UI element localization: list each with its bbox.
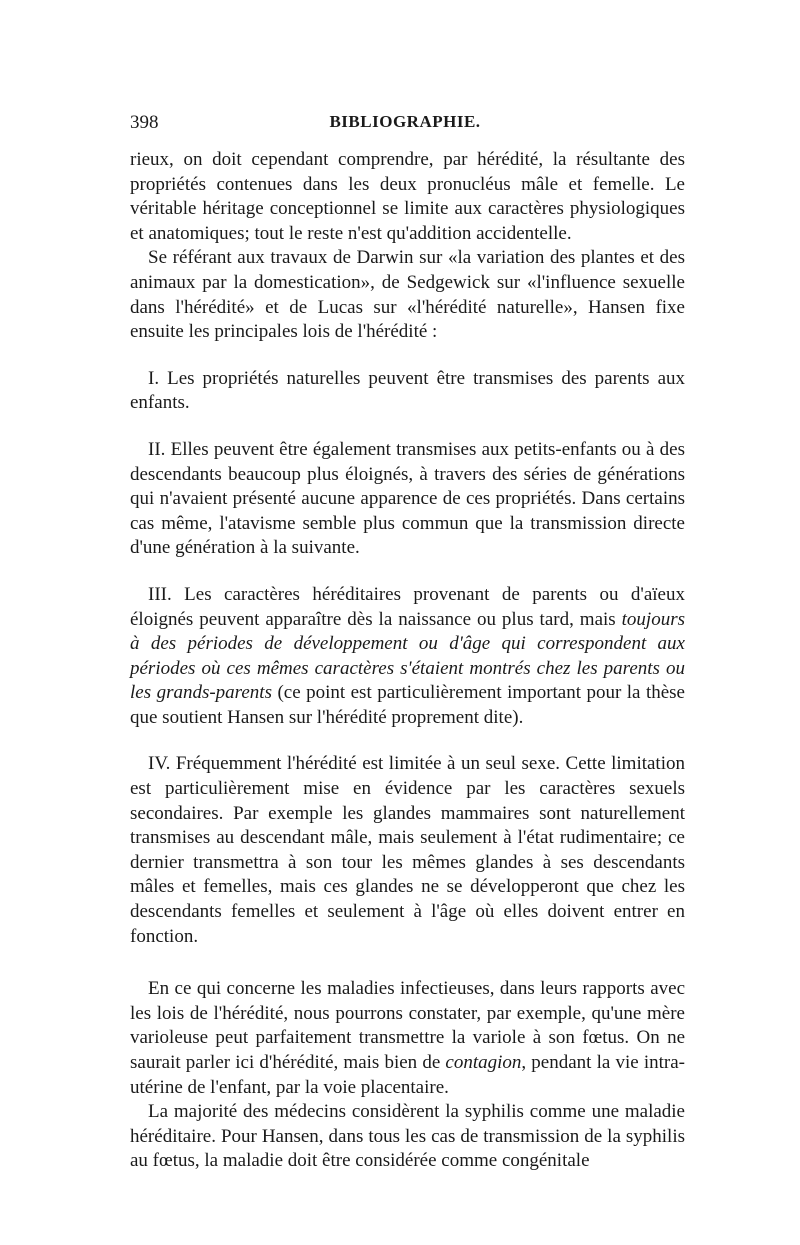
law-3	[130, 583, 685, 731]
page-number: 398	[130, 112, 159, 133]
p7-start: En ce qui concerne les maladies infectieuses, dans leurs rapports avec les lois de l'hérédité, nous pourrons constater, par exemple, qu'une mère varioleuse peut parfaitement transmettre la variole à son fœtus. On ne saurait parler ici d'hérédité, mais bien de	[130, 978, 685, 1073]
law-3-start: III. Les caractères héréditaires provenant de parents ou d'aïeux éloignés peuvent apparaître dès la naissance ou plus tard, mais	[130, 583, 685, 630]
paragraph-infectious	[130, 977, 685, 1100]
paragraph-continued: rieux, on doit cependant comprendre, par hérédité, la résultante des propriétés contenues dans les deux pronucléus mâle et femelle. Le véritable héritage conceptionnel se limite aux caractères physiologiques et anatomiques; tout le reste n'est qu'addition accidentelle.	[130, 149, 685, 244]
law-4: IV. Fréquemment l'hérédité est limitée à un seul sexe. Cette limitation est particulièrement mise en évidence par les caractères sexuels secondaires. Par exemple les glandes mammaires sont naturellement transmises au descendant mâle, mais seulement à l'état rudimentaire; ce dernier transmettra à son tour les mêmes glandes à ses descendants mâles et femelles, mais ces glandes ne se développeront que chez les descendants femelles et seulement à l'âge où elles doivent entrer en fonction.	[130, 753, 685, 947]
p7-end: , pendant la vie intra-utérine de l'enfant, par la voie placentaire.	[130, 1052, 685, 1098]
law-3-end: (ce point est particulièrement important pour la thèse que soutient Hansen sur l'hérédité proprement dite).	[130, 682, 685, 728]
p7-italic: contagion	[445, 1052, 522, 1073]
running-title: BIBLIOGRAPHIE.	[329, 112, 481, 131]
paragraph-syphilis: La majorité des médecins considèrent la syphilis comme une maladie héréditaire. Pour Hansen, dans tous les cas de transmission de la syphilis au fœtus, la maladie doit être considérée comme congénitale	[130, 1101, 685, 1172]
page-body	[130, 148, 685, 1174]
page-header	[130, 112, 680, 142]
law-3-italic: toujours à des périodes de développement ou d'âge qui correspondent aux périodes où ces mêmes caractères s'étaient montrés chez les parents ou les grands-parents	[130, 608, 685, 704]
paragraph-sources: Se référant aux travaux de Darwin sur «la variation des plantes et des animaux par la domestication», de Sedgewick sur «l'influence sexuelle dans l'hérédité» et de Lucas sur «l'hérédité naturelle», Hansen fixe ensuite les principales lois de l'hérédité :	[130, 247, 685, 343]
law-1: I. Les propriétés naturelles peuvent être transmises des parents aux enfants.	[130, 367, 685, 414]
law-2: II. Elles peuvent être également transmises aux petits-enfants ou à des descendants beaucoup plus éloignés, à travers des séries de générations qui n'avaient présenté aucune apparence de ces propriétés. Dans certains cas même, l'atavisme semble plus commun que la transmission directe d'une génération à la suivante.	[130, 438, 685, 559]
